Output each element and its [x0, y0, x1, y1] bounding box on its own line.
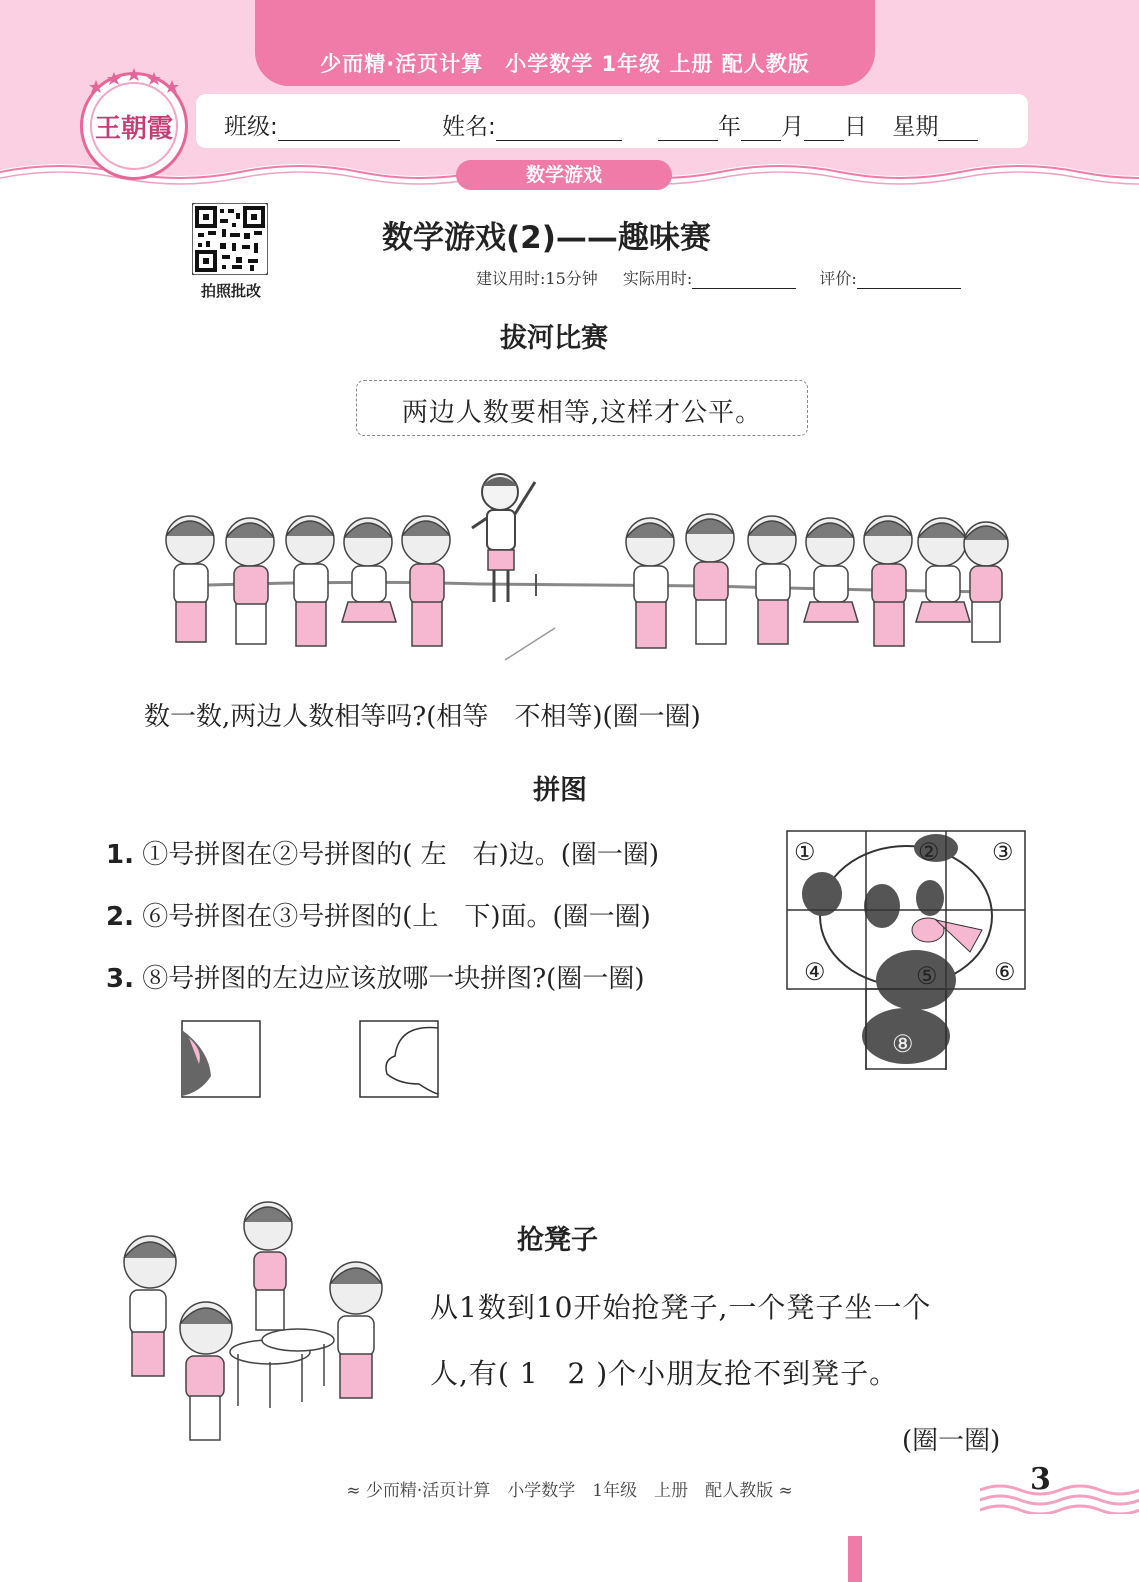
class-label: 班级: — [224, 114, 278, 140]
note-text: 两边人数要相等,这样才公平。 — [401, 398, 763, 428]
question-text: ①号拼图在②号拼图的( 左 右)边。(圈一圈) — [142, 840, 660, 870]
grid-label-1: ① — [794, 838, 816, 866]
puzzle-option-b[interactable] — [359, 1020, 441, 1100]
suggested-time: 建议用时:15分钟 — [476, 269, 598, 288]
tug-of-war-illustration — [150, 462, 1014, 670]
musical-chairs-line-1: 从1数到10开始抢凳子,一个凳子坐一个 — [430, 1291, 932, 1324]
grid-label-5: ⑤ — [916, 962, 938, 990]
day-label: 日 — [844, 114, 867, 140]
panda-puzzle-grid — [786, 830, 1028, 1072]
musical-chairs-heading: 抢凳子 — [517, 1225, 598, 1256]
right-team — [626, 514, 1008, 648]
tug-of-war-heading: 拔河比赛 — [500, 323, 608, 354]
rating-blank[interactable] — [857, 272, 961, 289]
logo-text: 王朝霞 — [94, 114, 173, 144]
class-blank[interactable] — [278, 118, 400, 141]
edge-marker — [848, 1536, 862, 1582]
grid-label-8: ⑧ — [892, 1030, 914, 1058]
puzzle-question-3 — [106, 958, 644, 995]
question-number: 1. — [106, 840, 134, 870]
actual-time-label: 实际用时: — [622, 269, 693, 288]
footer-wave-icon — [980, 1480, 1139, 1514]
day-blank[interactable] — [804, 118, 844, 141]
musical-chairs-instruction: (圈一圈) — [902, 1426, 1001, 1456]
worksheet-title: 数学游戏(2)——趣味赛 — [382, 220, 711, 256]
question-text: ⑧号拼图的左边应该放哪一块拼图?(圈一圈) — [142, 964, 645, 994]
qr-code-icon[interactable] — [192, 203, 268, 275]
puzzle-question-1 — [106, 834, 659, 871]
puzzle-question-2 — [106, 896, 651, 933]
grid-label-2: ② — [918, 838, 940, 866]
name-field[interactable] — [442, 108, 622, 141]
weekday-blank[interactable] — [938, 118, 978, 141]
footer-text: ≈ 少而精·活页计算 小学数学 1年级 上册 配人教版 ≈ — [346, 1481, 793, 1501]
question-number: 2. — [106, 902, 134, 932]
month-blank[interactable] — [741, 118, 781, 141]
rating-label: 评价: — [819, 269, 857, 288]
musical-chairs-illustration — [110, 1196, 410, 1456]
grid-label-3: ③ — [992, 838, 1014, 866]
grid-label-4: ④ — [804, 958, 826, 986]
year-label: 年 — [718, 114, 741, 140]
question-number: 3. — [106, 964, 134, 994]
tug-of-war-question: 数一数,两边人数相等吗?(相等 不相等)(圈一圈) — [144, 702, 701, 732]
grid-label-6: ⑥ — [994, 958, 1016, 986]
weekday-label: 星期 — [892, 114, 939, 140]
month-label: 月 — [781, 114, 804, 140]
musical-chairs-line-2: 人,有( 1 2 )个小朋友抢不到凳子。 — [430, 1357, 899, 1390]
time-meta — [476, 266, 961, 289]
puzzle-heading: 拼图 — [533, 775, 587, 806]
logo-stars-icon — [88, 64, 180, 94]
qr-label: 拍照批改 — [200, 282, 261, 300]
puzzle-option-a[interactable] — [181, 1020, 263, 1100]
page-number: 3 — [1030, 1462, 1051, 1497]
left-team — [166, 516, 450, 646]
header-title: 少而精·活页计算 小学数学 1年级 上册 配人教版 — [320, 52, 810, 76]
class-field[interactable] — [224, 108, 400, 141]
date-field[interactable] — [658, 108, 978, 141]
question-text: ⑥号拼图在③号拼图的(上 下)面。(圈一圈) — [142, 902, 651, 932]
name-blank[interactable] — [496, 118, 622, 141]
actual-time-blank[interactable] — [692, 272, 796, 289]
section-pill: 数学游戏 — [456, 160, 672, 190]
year-blank[interactable] — [658, 118, 718, 141]
name-label: 姓名: — [442, 114, 496, 140]
